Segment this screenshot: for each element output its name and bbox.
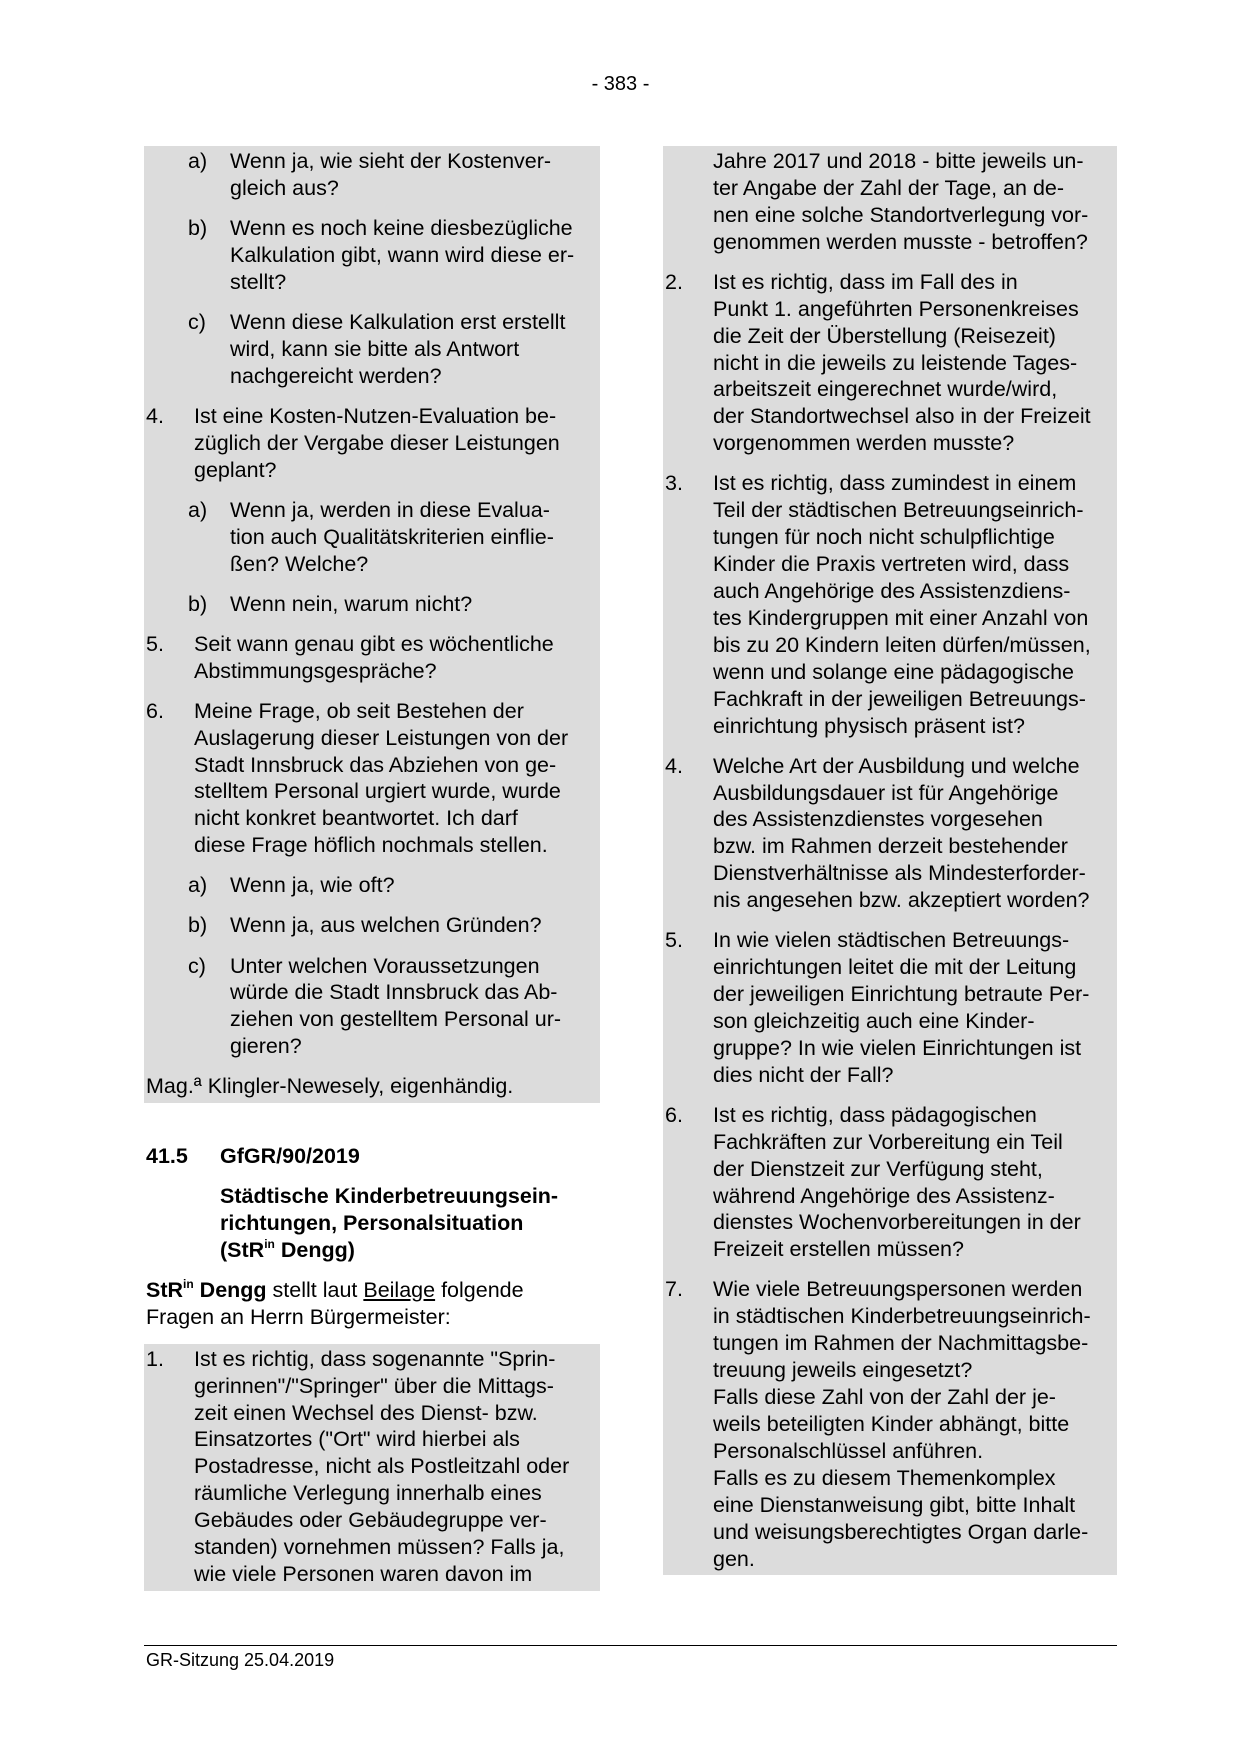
item-number: 5. [146, 631, 164, 656]
question-item [663, 753, 1117, 914]
section-number: 41.5 [146, 1144, 188, 1169]
question-item [144, 148, 600, 202]
question-item [144, 1346, 600, 1588]
item-number: 6. [146, 698, 164, 723]
section-title-line-1: Städtische Kinderbetreuungsein- [220, 1184, 559, 1209]
section-code: GfGR/90/2019 [220, 1144, 360, 1169]
question-item [144, 403, 600, 484]
text-item [144, 1073, 600, 1100]
item-text: Mag.ª Klingler-Newesely, eigenhändig. [146, 1074, 514, 1099]
question-item [144, 497, 600, 578]
item-text: In wie vielen städtischen Betreuungs- einrichtungen leitet die mit der Leitung der jeweiligen Einrichtung betraute Per- son gleichzeitig auch eine Kinder- gruppe? In wie vielen Einrichtungen ist dies nicht der Fall? [713, 928, 1090, 1087]
question-item [144, 912, 600, 939]
item-text: Ist es richtig, dass sogenannte "Sprin- gerinnen"/"Springer" über die Mittags- zeit einen Wechsel des Dienst- bzw. Einsatzortes ("Ort" wird hierbei als Postadresse, nicht als Postleitzahl oder räumliche Verlegung innerhalb eines Gebäudes oder Gebäudegruppe ver- standen) vornehmen müssen? Falls ja, wie viele Personen waren davon im [194, 1346, 570, 1586]
item-text: Wenn es noch keine diesbezügliche Kalkulation gibt, wann wird diese er- stellt? [230, 216, 575, 294]
question-item [144, 591, 600, 618]
item-number: 6. [665, 1102, 683, 1127]
item-number: 1. [146, 1346, 164, 1371]
item-text: Welche Art der Ausbildung und welche Ausbildungsdauer ist für Angehörige des Assistenzdienstes vorgesehen bzw. im Rahmen derzeit bestehender Dienstverhältnisse als Mindesterforder- nis angesehen bzw. akzeptiert worden? [713, 753, 1090, 913]
item-number: 5. [665, 928, 683, 953]
item-number: a) [188, 497, 208, 522]
item-text: Ist es richtig, dass pädagogischen Fachkräften zur Vorbereitung ein Teil der Dienstzeit zur Verfügung steht, während Angehörige des Assistenz- dienstes Wochenvorbereitungen in der Freizeit erstellen müssen? [713, 1102, 1081, 1262]
item-text: Wenn nein, warum nicht? [230, 591, 473, 616]
item-number: a) [188, 873, 208, 898]
section-title [144, 1183, 600, 1264]
right-column [663, 146, 1117, 1575]
item-number: 2. [665, 269, 683, 294]
question-item [663, 927, 1117, 1088]
item-number: b) [188, 591, 208, 616]
item-text: Wie viele Betreuungspersonen werden in städtischen Kinderbetreuungseinrich- tungen im Rahmen der Nachmittagsbe- treuung jeweils eingesetzt? Falls diese Zahl von der Zahl der je- weils beteiligten Kinder abhängt, bitte Personalschlüssel anführen. Falls es zu diesem Themenkomplex eine Dienstanweisung gibt, bitte Inhalt und weisungsberechtigtes Organ darle- gen. [713, 1277, 1091, 1571]
item-text: Wenn ja, wie sieht der Kostenver- gleich aus? [230, 149, 552, 200]
item-number: a) [188, 149, 208, 173]
question-item [144, 872, 600, 899]
question-item [663, 1276, 1117, 1572]
item-number: 4. [146, 403, 164, 428]
section-intro: StR$^{in}$ Dengg stellt laut Beilage folgende Fragen an Herrn Bürgermeister: [146, 1276, 524, 1329]
left-column [144, 146, 600, 1591]
item-number: c) [188, 953, 206, 978]
footer-divider [144, 1645, 1117, 1646]
section-title-line-2: richtungen, Personalsituation [220, 1211, 524, 1236]
item-text: Wenn ja, wie oft? [230, 873, 395, 898]
item-text: Wenn ja, werden in diese Evalua- tion auch Qualitätskriterien einflie- ßen? Welche? [230, 497, 554, 576]
question-block-new [144, 1344, 600, 1591]
item-number: b) [188, 913, 208, 938]
question-item [144, 698, 600, 859]
question-item [663, 1102, 1117, 1263]
question-item [144, 309, 600, 390]
item-number: c) [188, 309, 206, 334]
text-item [663, 148, 1117, 256]
item-text: Seit wann genau gibt es wöchentliche Abstimmungsgespräche? [194, 631, 554, 683]
question-block-continued [663, 146, 1117, 1575]
item-number: 4. [665, 753, 683, 778]
page-number: - 383 - [591, 73, 650, 95]
spacer [144, 1103, 600, 1143]
item-text: Ist es richtig, dass im Fall des in Punkt 1. angeführten Personenkreises die Zeit der Überstellung (Reisezeit) nicht in die jeweils zu leistende Tages- arbeitszeit eingerechnet wurde/wird, der Standortwechsel also in der Freizeit vorgenommen werden musste? [713, 269, 1091, 456]
question-item [144, 953, 600, 1061]
item-text: Wenn ja, aus welchen Gründen? [230, 913, 542, 938]
item-number: 3. [665, 471, 683, 496]
section-title-line-3: (StR$^{in}$ Dengg) [220, 1236, 355, 1262]
item-number: 7. [665, 1277, 683, 1302]
item-number: b) [188, 216, 208, 240]
item-text: Meine Frage, ob seit Bestehen der Auslagerung dieser Leistungen von der Stadt Innsbruck das Abziehen von ge- stelltem Personal urgiert wurde, wurde nicht konkret beantwortet. Ich darf diese Frage höflich nochmals stellen. [194, 698, 569, 858]
item-text: Ist es richtig, dass zumindest in einem Teil der städtischen Betreuungseinrich- tungen für noch nicht schulpflichtige Kinder die Praxis vertreten wird, dass auch Angehörige des Assistenzdiens- tes Kindergruppen mit einer Anzahl von bis zu 20 Kindern leiten dürfen/müssen, wenn und solange eine pädagogische Fachkraft in der jeweiligen Betreuungs- einrichtung physisch präsent ist? [713, 471, 1091, 738]
item-text: Unter welchen Voraussetzungen würde die Stadt Innsbruck das Ab- ziehen von gestelltem Personal ur- gieren? [230, 953, 562, 1059]
item-text: Ist eine Kosten-Nutzen-Evaluation be- züglich der Vergabe dieser Leistungen geplant? [194, 403, 560, 482]
section-heading [144, 1143, 600, 1170]
footer-text: GR-Sitzung 25.04.2019 [146, 1650, 335, 1670]
question-block-previous [144, 146, 600, 1103]
beilage-link[interactable]: Beilage [363, 1277, 436, 1302]
question-item [144, 631, 600, 685]
question-item [663, 470, 1117, 739]
question-item [144, 215, 600, 296]
item-text: Wenn diese Kalkulation erst erstellt wird, kann sie bitte als Antwort nachgereicht werden? [230, 309, 566, 388]
question-item [663, 269, 1117, 457]
item-text: Jahre 2017 und 2018 - bitte jeweils un- ter Angabe der Zahl der Tage, an de- nen eine solche Standortverlegung vor- genommen werden musste - betroffen? [713, 149, 1089, 254]
